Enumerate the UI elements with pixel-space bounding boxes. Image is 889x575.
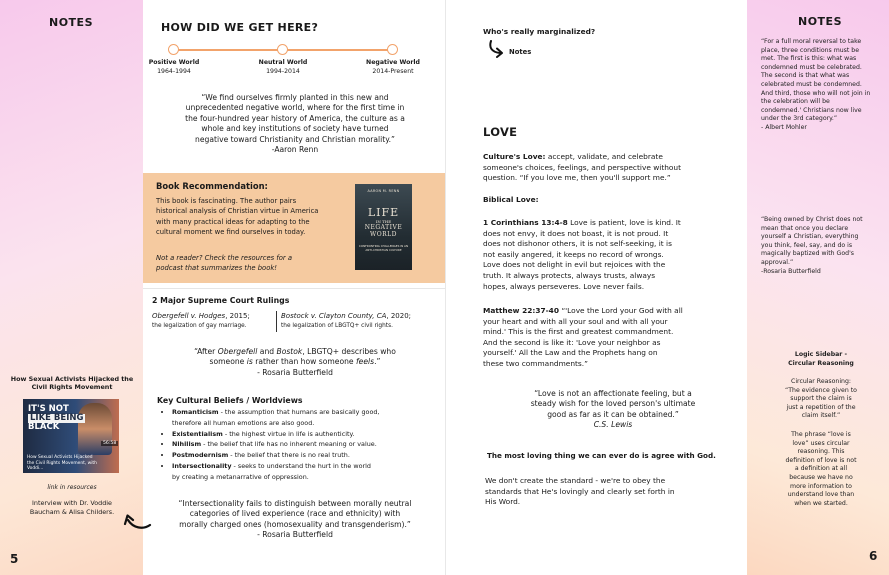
book-rec-title: Book Recommendation: [156,181,268,191]
thumbnail-headline: IT'S NOT LIKE BEING BLACK [28,404,84,432]
notes-title: NOTES [798,15,842,28]
book-recommendation [143,173,445,283]
standard-text: We don't create the standard - we're to obey the standards that He's lovingly and clearly set forth in His Word. [485,476,675,507]
agree-with-god-statement: The most loving thing we can ever do is agree with God. [487,451,716,460]
history-heading: HOW DID WE GET HERE? [161,21,319,34]
book-rec-text: This book is fascinating. The author pairs historical analysis of Christian virtue in America with many practical ideas for adapting to the cultural moment we find ourselves in today. [156,197,319,237]
curved-arrow-icon [123,510,153,532]
renn-quote: “We find ourselves firmly planted in this new and unprecedented negative world, where for the first time in the four-hundred year history of America, the culture as a whole and key institutions of society have turned negative toward Christianity and Christian morality.” -Aaron Renn [185,93,405,155]
logic-sidebar-title: Logic Sidebar - Circular Reasoning [788,351,854,367]
notes-title: NOTES [49,16,93,29]
video-thumbnail[interactable] [23,399,119,473]
court-divider [276,311,277,332]
timeline-dot [168,44,179,55]
right-notes-sidebar [747,0,889,575]
marginalized-question: Who's really marginalized? [483,27,596,36]
matthew-passage: Matthew 22:37-40 “'Love the Lord your God with all your heart and with all your soul and with all your mind.' This is the first and greatest commandment. And the second is like it: 'Love your neighbor as yourself.' All the Law and the Prophets hang on these two commandments.” [483,306,683,368]
book-cover[interactable]: AARON M. RENN LIFE IN THE NEGATIVE WORLD CONFRONTING CHALLENGES IN AN ANTI-CHRISTIAN CULTURE [355,184,412,270]
video-title: How Sexual Activists Hijacked the Civil Rights Movement [10,375,134,392]
link-note: link in resources [47,484,97,491]
timeline-years: 1994-2014 [266,68,300,75]
court-case-1: Obergefell v. Hodges, 2015; the legalization of gay marriage. [152,312,250,329]
lewis-quote: “Love is not an affectionate feeling, but a steady wish for the loved person's ultimate good as far as it can be obtained.” C.S. Lewis [530,389,696,430]
butterfield-quote-2: “Intersectionality fails to distinguish between morally neutral categories of lived experience (race and ethnicity) with morally charged ones (homosexuality and transgenderism).” - Rosaria Butterfield [178,499,412,540]
divider [143,288,445,289]
culture-love: Culture's Love: accept, validate, and celebrate someone's choices, feelings, and perspective without question. “If you love me, then you'll support me.” [483,152,681,183]
thumbnail-caption: How Sexual Activists Hijacked the Civil Rights Movement, with Voddi... [27,455,97,472]
left-notes-sidebar [0,0,143,575]
podcast-note: Not a reader? Check the resources for a podcast that summarizes the book! [156,254,293,273]
belief-item: • Nihilism - the belief that life has no inherent meaning or value. [172,439,443,450]
butterfield-sidebar-quote: “Being owned by Christ does not mean that once you declare yourself a Christian, everything you think, feel, say, and do is magically baptized with God's approval.” -Rosaria Butterfield [761,216,863,275]
biblical-love-label: Biblical Love: [483,195,539,204]
timeline-dot [387,44,398,55]
love-heading: LOVE [483,125,518,139]
corinthians-passage: 1 Corinthians 13:4-8 Love is patient, love is kind. It does not envy, it does not boast, it is not proud. It does not dishonor others, it is not self-seeking, it is not easily angered, it keeps no record of wrongs. Love does not delight in evil but rejoices with the truth. It always protects, always trusts, always hopes, always perseveres. Love never fails. [483,218,681,291]
page-gutter [445,0,446,575]
timeline-dot [277,44,288,55]
timeline-years: 2014-Present [372,68,414,75]
timeline-label: Neutral World [258,59,308,66]
timeline-years: 1964-1994 [157,68,191,75]
belief-item: • Romanticism - the assumption that humans are basically good, therefore all human emotions are also good. [172,407,443,429]
belief-item: • Intersectionality - seeks to understand the hurt in the world by creating a metanarrative of oppression. [172,461,443,483]
turn-arrow-icon [487,40,507,58]
beliefs-title: Key Cultural Beliefs / Worldviews [157,396,303,405]
circular-reasoning-definition: Circular Reasoning: “The evidence given to support the claim is just a repetition of the claim itself.” [785,378,857,420]
video-duration: 56:58 [103,441,117,446]
timeline-label: Negative World [366,59,420,66]
butterfield-quote-1: “After Obergefell and Bostok, LBGTQ+ describes who someone is rather than how someone feels.” - Rosaria Butterfield [194,347,396,377]
mohler-quote: “For a full moral reversal to take place, three conditions must be met. The first is this: what was condemned must be celebrated. The second is that what was celebrated must be condemned. And third, those who will not join in the celebration will be condemned.' Christians now live under the 3rd category.” - Albert Mohler [761,38,871,131]
court-case-2: Bostock v. Clayton County, CA, 2020; the legalization of LBGTQ+ civil rights. [281,312,412,329]
page-number-right: 6 [869,549,878,563]
circular-reasoning-example: The phrase “love is love” uses circular reasoning. This definition of love is not a definition at all because we have no more information to understand love than when we started. [785,431,857,507]
timeline [143,40,445,80]
cover-author: AARON M. RENN [367,189,400,193]
cover-title: LIFE [367,206,400,219]
page-number-left: 5 [10,552,19,566]
interview-credit: Interview with Dr. Voddie Baucham & Alisa Childers. [29,499,115,517]
beliefs-list [158,407,443,483]
court-title: 2 Major Supreme Court Rulings [152,296,290,305]
cover-subtitle: CONFRONTING CHALLENGES IN AN ANTI-CHRISTIAN CULTURE [358,244,409,252]
timeline-label: Positive World [148,59,200,66]
belief-item: • Postmodernism - the belief that there is no real truth. [172,450,443,461]
belief-item: • Existentialism - the highest virtue in life is authenticity. [172,429,443,440]
notes-link-label: Notes [509,48,532,56]
